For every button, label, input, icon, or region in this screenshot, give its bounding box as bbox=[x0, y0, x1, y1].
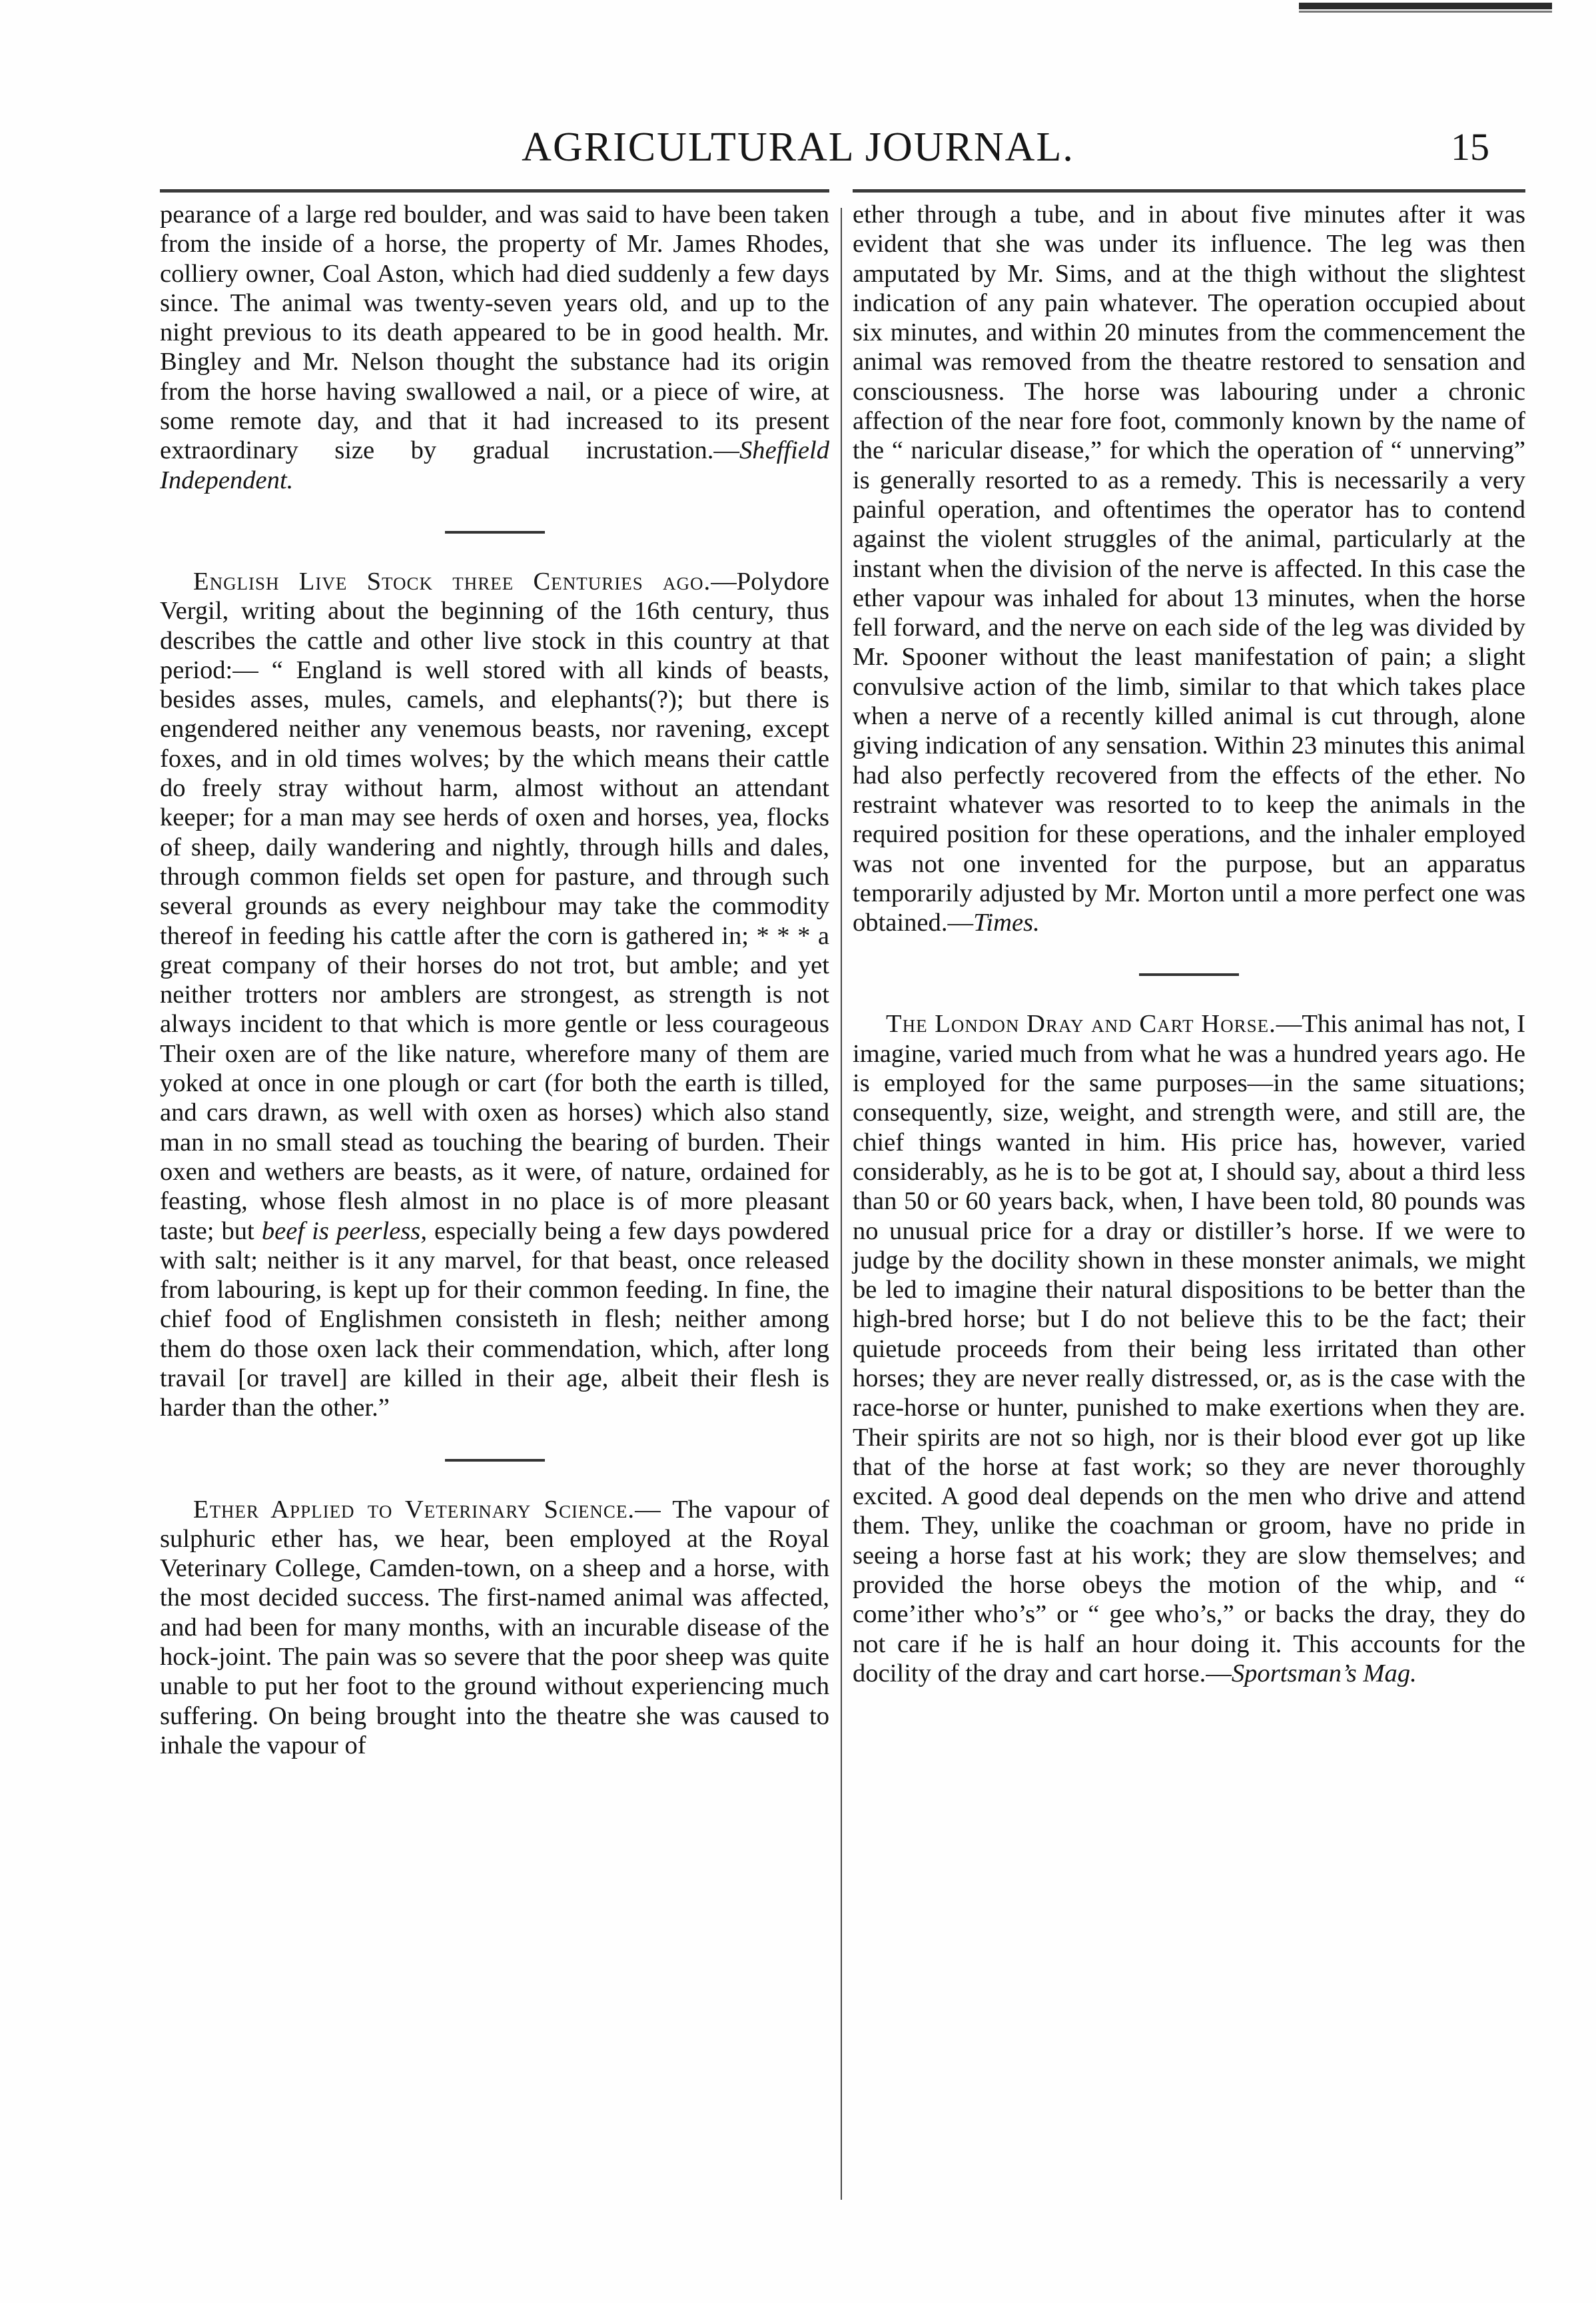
article-live-stock bbox=[160, 567, 829, 1423]
live-stock-title: English Live Stock three Centuries ago. bbox=[193, 567, 711, 596]
header-rule-right bbox=[853, 189, 1525, 193]
ether-text: — The vapour of sulphuric ether has, we hear, been employed at the Royal Veterinary College, Camden-town, on a sheep and a horse, with the most decided success. The first-named animal was affected, and had been for many months, with an incurable disease of the hock-joint. The pain was so severe that the poor sheep was quite unable to put her foot to the ground without experiencing much suffering. On being brought into the theatre she was caused to inhale the vapour of bbox=[160, 1495, 829, 1759]
top-edge-rule-thin bbox=[1299, 11, 1552, 13]
ether-title: Ether Applied to Veterinary Science. bbox=[193, 1495, 635, 1524]
live-stock-text-2: especially being a few days powdered with salt; neither is it any marvel, for that beast, once released from labouring, is kept up for their common feeding. In fine, the chief food of Englishmen consisteth in flesh; neither among them do those oxen lack their commendation, which, after long travail [or travel] are killed in their age, albeit their flesh is harder than the other.” bbox=[160, 1216, 829, 1422]
column-divider bbox=[841, 208, 842, 2200]
article-ether-continued bbox=[853, 200, 1525, 937]
right-column bbox=[853, 200, 1525, 1688]
live-stock-text-1: —Polydore Vergil, writing about the beginning of the 16th century, thus describes the cattle and other live stock in this country at that period:— “ England is well stored with all kinds of beasts, besides asses, mules, camels, and elephants(?); but there is engendered neither any venemous beasts, nor ravening, except foxes, and in old times wolves; by the which means their cattle do freely stray without harm, almost without an attendant keeper; for a man may see herds of oxen and horses, yea, flocks of sheep, daily wandering and nightly, through hills and dales, through common fields set open for pasture, and through such several grounds as every neighbour may take the commodity thereof in feeding his cattle after the corn is gathered in; * * * a great company of their horses do not trot, but amble; and yet neither trotters nor amblers are strongest, as strength is not always incident to that which is more gentle or less courageous Their oxen are of the like nature, wherefore many of them are yoked at once in one plough or cart (for both the earth is tilled, and cars drawn, as well with oxen as horses) which also stand man in no small stead as touching the bearing of burden. Their oxen and wethers are beasts, as it were, of nature, ordained for feasting, whose flesh almost in no place is of more pleasant taste; but bbox=[160, 567, 829, 1245]
article-boulder bbox=[160, 200, 829, 495]
boulder-text: pearance of a large red boulder, and was said to have been taken from the inside of a horse, the property of Mr. James Rhodes, colliery owner, Coal Aston, which had died suddenly a few days since. The animal was twenty-seven years old, and up to the night previous to its death appeared to be in good health. Mr. Bingley and Mr. Nelson thought the substance had its origin from the horse having swallowed a nail, or a piece of wire, at some remote day, and that it had increased to its present extraordinary size by gradual incrustation.— bbox=[160, 201, 829, 465]
running-title: AGRICULTURAL JOURNAL. bbox=[522, 125, 1074, 170]
article-ether bbox=[160, 1495, 829, 1761]
page-number: 15 bbox=[1451, 125, 1489, 169]
boulder-source: Sheffield Independent. bbox=[160, 436, 829, 494]
header-rule-left bbox=[160, 189, 829, 193]
article-dray-horse bbox=[853, 1009, 1525, 1688]
ether-cont-text: ether through a tube, and in about five minutes after it was evident that she was under its influence. The leg was then amputated by Mr. Sims, and at the thigh without the slightest indication of any pain whatever. The operation occupied about six minutes, and within 20 minutes from the commencement the animal was removed from the theatre restored to sensation and consciousness. The horse was labouring under a chronic affection of the near fore foot, commonly known by the name of the “ naricular disease,” for which the operation of “ unnerving” is generally resorted to as a remedy. This is necessarily a very painful operation, and oftentimes the operator has to contend against the violent struggles of the animal, particularly at the instant when the division of the nerve is affected. In this case the ether vapour was inhaled for about 13 minutes, when the horse fell forward, and the nerve on each side of the leg was divided by Mr. Spooner without the least manifestation of pain; a slight convulsive action of the limb, similar to that which takes place when a nerve of a recently killed animal is cut through, alone giving indication of any sensation. Within 23 minutes this animal had also perfectly recovered from the effects of the ether. No restraint whatever was resorted to to keep the animals in the required position for these operations, and the inhaler employed was not one invented for the purpose, but an apparatus temporarily adjusted by Mr. Morton until a more perfect one was obtained.— bbox=[853, 201, 1525, 937]
live-stock-emphasis: beef is peerless, bbox=[261, 1216, 427, 1245]
article-separator bbox=[1139, 973, 1239, 976]
article-separator bbox=[445, 1459, 545, 1462]
dray-horse-title: The London Dray and Cart Horse. bbox=[886, 1010, 1276, 1039]
top-edge-rule bbox=[1299, 3, 1552, 9]
ether-source: Times. bbox=[973, 909, 1040, 937]
dray-horse-text: —This animal has not, I imagine, varied much from what he was a hundred years ago. He is employed for the same purposes—in the same situations; consequently, size, weight, and strength were, and still are, the chief things wanted in him. His price has, however, varied considerably, as he is to be got at, I should say, about a third less than 50 or 60 years back, when, I have been told, 80 pounds was no unusual price for a dray or distiller’s horse. If we were to judge by the docility shown in these monster animals, we might be led to imagine their natural dispositions to be better than the high-bred horse; but I do not believe this to be the fact; their quietude proceeds from their being less irritated than other horses; they are never really distressed, or, as is the case with the race-horse or hunter, punished to make exertions when they are. Their spirits are not so high, nor is their blood ever got up like that of the horse at fast work; so they are never thoroughly excited. A good deal depends on the men who drive and attend them. They, unlike the coachman or groom, have no pride in seeing a horse fast at his work; they are slow themselves; and provided the horse obeys the motion of the whip, and “ come’ither who’s” or “ gee who’s,” or backs the dray, they do not care if he is half an hour doing it. This accounts for the docility of the dray and cart horse.— bbox=[853, 1010, 1525, 1687]
dray-horse-source: Sportsman’s Mag. bbox=[1231, 1659, 1417, 1687]
left-column bbox=[160, 200, 829, 1760]
article-separator bbox=[445, 531, 545, 534]
